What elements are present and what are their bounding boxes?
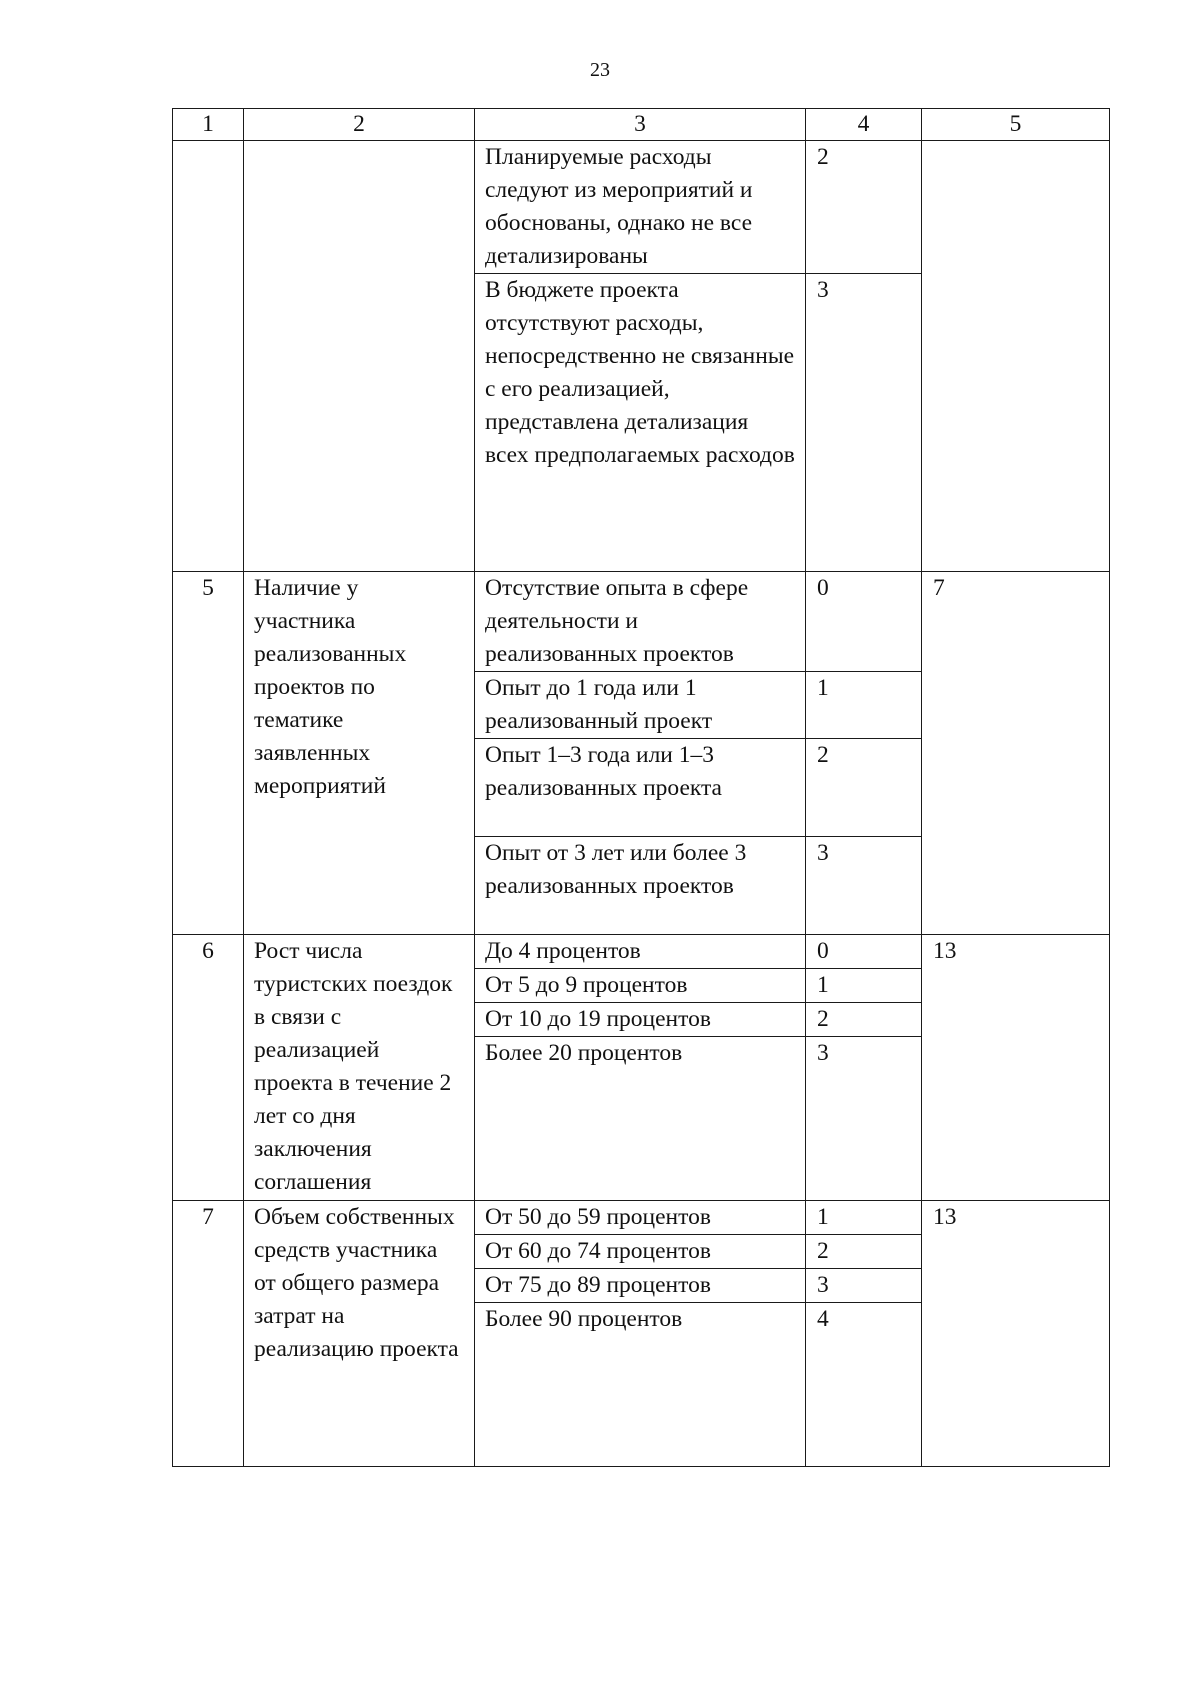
option-text: Опыт до 1 года или 1 реализованный проект (475, 672, 806, 739)
option-score: 3 (806, 274, 922, 572)
criterion-text: Объем собственных средств участника от общего размера затрат на реализацию проекта (244, 1201, 475, 1467)
column-number: 4 (806, 109, 922, 141)
column-number: 2 (244, 109, 475, 141)
option-text: От 75 до 89 процентов (475, 1269, 806, 1303)
criterion-text (244, 141, 475, 572)
option-score: 0 (806, 935, 922, 969)
option-score: 1 (806, 672, 922, 739)
option-text: Более 20 процентов (475, 1037, 806, 1201)
max-score: 13 (922, 935, 1110, 1201)
criterion-text: Рост числа туристских поездок в связи с реализацией проекта в течение 2 лет со дня заключения соглашения (244, 935, 475, 1201)
column-number: 3 (475, 109, 806, 141)
option-text: Планируемые расходы следуют из мероприятий и обоснованы, однако не все детализированы (475, 141, 806, 274)
option-text: Отсутствие опыта в сфере деятельности и реализованных проектов (475, 572, 806, 672)
option-text: В бюджете проекта отсутствуют расходы, непосредственно не связанные с его реализацией, представлена детализация всех предполагаемых расходов (475, 274, 806, 572)
option-text: Более 90 процентов (475, 1303, 806, 1467)
column-number: 5 (922, 109, 1110, 141)
max-score: 7 (922, 572, 1110, 935)
option-score: 3 (806, 1037, 922, 1201)
criterion-text: Наличие у участника реализованных проектов по тематике заявленных мероприятий (244, 572, 475, 935)
option-text: Опыт от 3 лет или более 3 реализованных проектов (475, 837, 806, 935)
option-score: 3 (806, 1269, 922, 1303)
option-score: 4 (806, 1303, 922, 1467)
criterion-number: 7 (173, 1201, 244, 1467)
table-row (173, 1201, 1110, 1235)
criterion-number: 6 (173, 935, 244, 1201)
option-score: 0 (806, 572, 922, 672)
option-text: От 60 до 74 процентов (475, 1235, 806, 1269)
table-row (173, 141, 1110, 274)
max-score (922, 141, 1110, 572)
option-text: От 50 до 59 процентов (475, 1201, 806, 1235)
option-score: 2 (806, 739, 922, 837)
option-text: Опыт 1–3 года или 1–3 реализованных проекта (475, 739, 806, 837)
option-text: До 4 процентов (475, 935, 806, 969)
option-score: 1 (806, 969, 922, 1003)
option-text: От 5 до 9 процентов (475, 969, 806, 1003)
max-score: 13 (922, 1201, 1110, 1467)
option-score: 3 (806, 837, 922, 935)
column-number-row (173, 109, 1110, 141)
option-score: 2 (806, 141, 922, 274)
criterion-number: 5 (173, 572, 244, 935)
column-number: 1 (173, 109, 244, 141)
option-score: 1 (806, 1201, 922, 1235)
option-text: От 10 до 19 процентов (475, 1003, 806, 1037)
table-row (173, 935, 1110, 969)
table-row (173, 572, 1110, 672)
criterion-number (173, 141, 244, 572)
option-score: 2 (806, 1235, 922, 1269)
option-score: 2 (806, 1003, 922, 1037)
page-number: 23 (590, 59, 610, 81)
criteria-table (172, 108, 1110, 1467)
